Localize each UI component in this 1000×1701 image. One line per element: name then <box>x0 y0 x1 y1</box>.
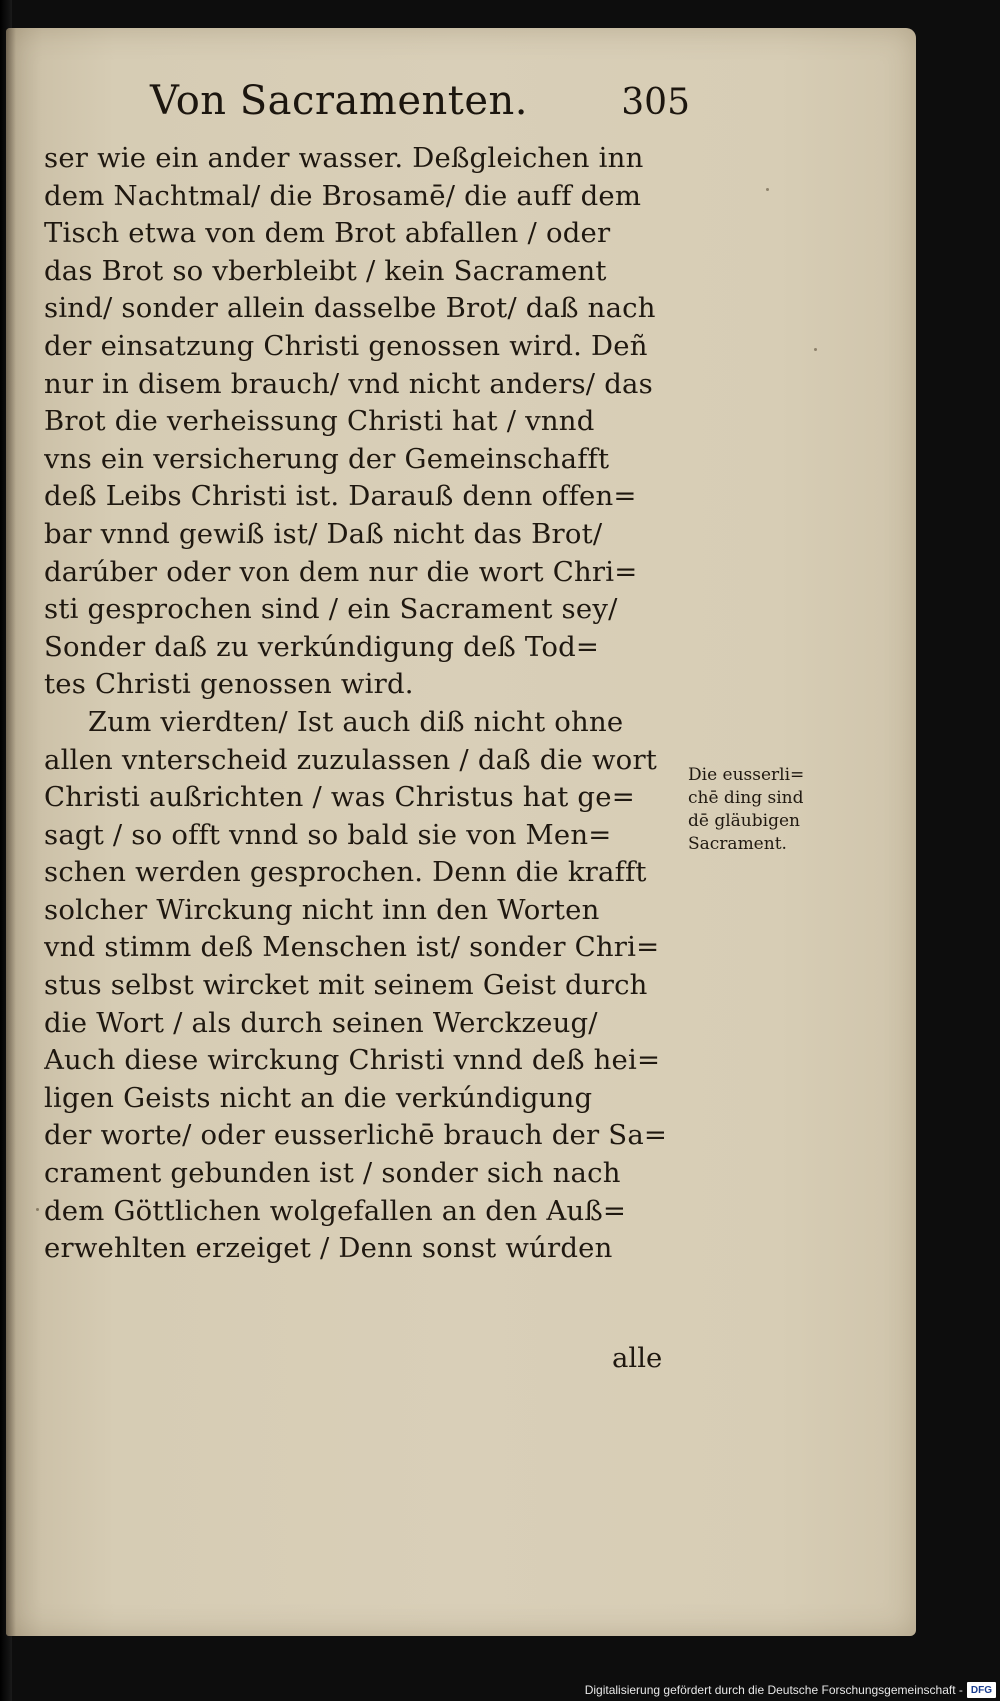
text-line: die Wort / als durch seinen Werckzeug/ <box>44 1006 598 1039</box>
text-line: Christi außrichten / was Christus hat ge= <box>44 781 635 814</box>
text-line: sind/ sonder allein dasselbe Brot/ daß nach <box>44 292 656 325</box>
text-line: crament gebunden ist / sonder sich nach <box>44 1157 621 1190</box>
footer-credit-text: Digitalisierung gefördert durch die Deutsche Forschungsgemeinschaft - <box>584 1683 963 1697</box>
page-gutter-shadow <box>6 28 16 1636</box>
text-line: erwehlten erzeiget / Denn sonst wúrden <box>44 1232 613 1265</box>
text-line: solcher Wirckung nicht inn den Worten <box>44 893 600 926</box>
dfg-logo-icon: DFG <box>967 1682 996 1698</box>
text-line: nur in disem brauch/ vnd nicht anders/ das <box>44 367 653 400</box>
text-line: ser wie ein ander wasser. Deßgleichen inn <box>44 142 644 174</box>
text-line: vnd stimm deß Menschen ist/ sonder Chri= <box>44 931 660 964</box>
text-line: Auch diese wirckung Christi vnnd deß hei= <box>44 1044 661 1077</box>
text-line: ligen Geists nicht an die verkúndigung <box>44 1081 593 1114</box>
text-line: deß Leibs Christi ist. Darauß denn offen= <box>44 480 637 513</box>
text-line: Sonder daß zu verkúndigung deß Tod= <box>44 630 600 663</box>
marginal-note-line: chē ding sind <box>688 788 804 808</box>
text-line: bar vnnd gewiß ist/ Daß nicht das Brot/ <box>44 517 603 550</box>
text-line: der worte/ oder eusserlichē brauch der Sa= <box>44 1119 668 1152</box>
running-title: Von Sacramenten. <box>150 78 528 124</box>
marginal-note-line: Sacrament. <box>688 834 787 854</box>
text-line: sti gesprochen sind / ein Sacrament sey/ <box>44 593 618 626</box>
body-text <box>44 140 704 1268</box>
text-line: darúber oder von dem nur die wort Chri= <box>44 555 638 588</box>
text-line: schen werden gesprochen. Denn die krafft <box>44 856 647 889</box>
paper-speck <box>766 188 769 191</box>
text-line: dem Nachtmal/ die Brosamē/ die auff dem <box>44 179 642 212</box>
text-line: Tisch etwa von dem Brot abfallen / oder <box>44 217 611 250</box>
paragraph-start-line: Zum vierdten/ Ist auch diß nicht ohne <box>88 705 624 738</box>
marginal-note-line: dē gläubigen <box>688 811 800 831</box>
text-line: dem Göttlichen wolgefallen an den Auß= <box>44 1194 627 1227</box>
text-line: vns ein versicherung der Gemeinschafft <box>44 442 610 475</box>
marginal-note-line: Die eusserli= <box>688 765 805 785</box>
marginal-note <box>688 764 838 856</box>
text-line: der einsatzung Christi genossen wird. Deñ <box>44 329 648 362</box>
text-line: sagt / so offt vnnd so bald sie von Men= <box>44 818 612 851</box>
paper-speck <box>36 1208 39 1211</box>
text-line: allen vnterscheid zuzulassen / daß die wort <box>44 743 658 776</box>
catchword: alle <box>612 1342 663 1374</box>
digitization-credit <box>585 1682 996 1698</box>
page-number: 305 <box>621 82 690 123</box>
page-header <box>150 78 690 148</box>
text-line: Brot die verheissung Christi hat / vnnd <box>44 405 595 438</box>
paper-speck <box>814 348 817 351</box>
text-line: stus selbst wircket mit seinem Geist durch <box>44 969 648 1002</box>
text-line: tes Christi genossen wird. <box>44 668 414 701</box>
text-line: das Brot so vberbleibt / kein Sacrament <box>44 254 607 287</box>
